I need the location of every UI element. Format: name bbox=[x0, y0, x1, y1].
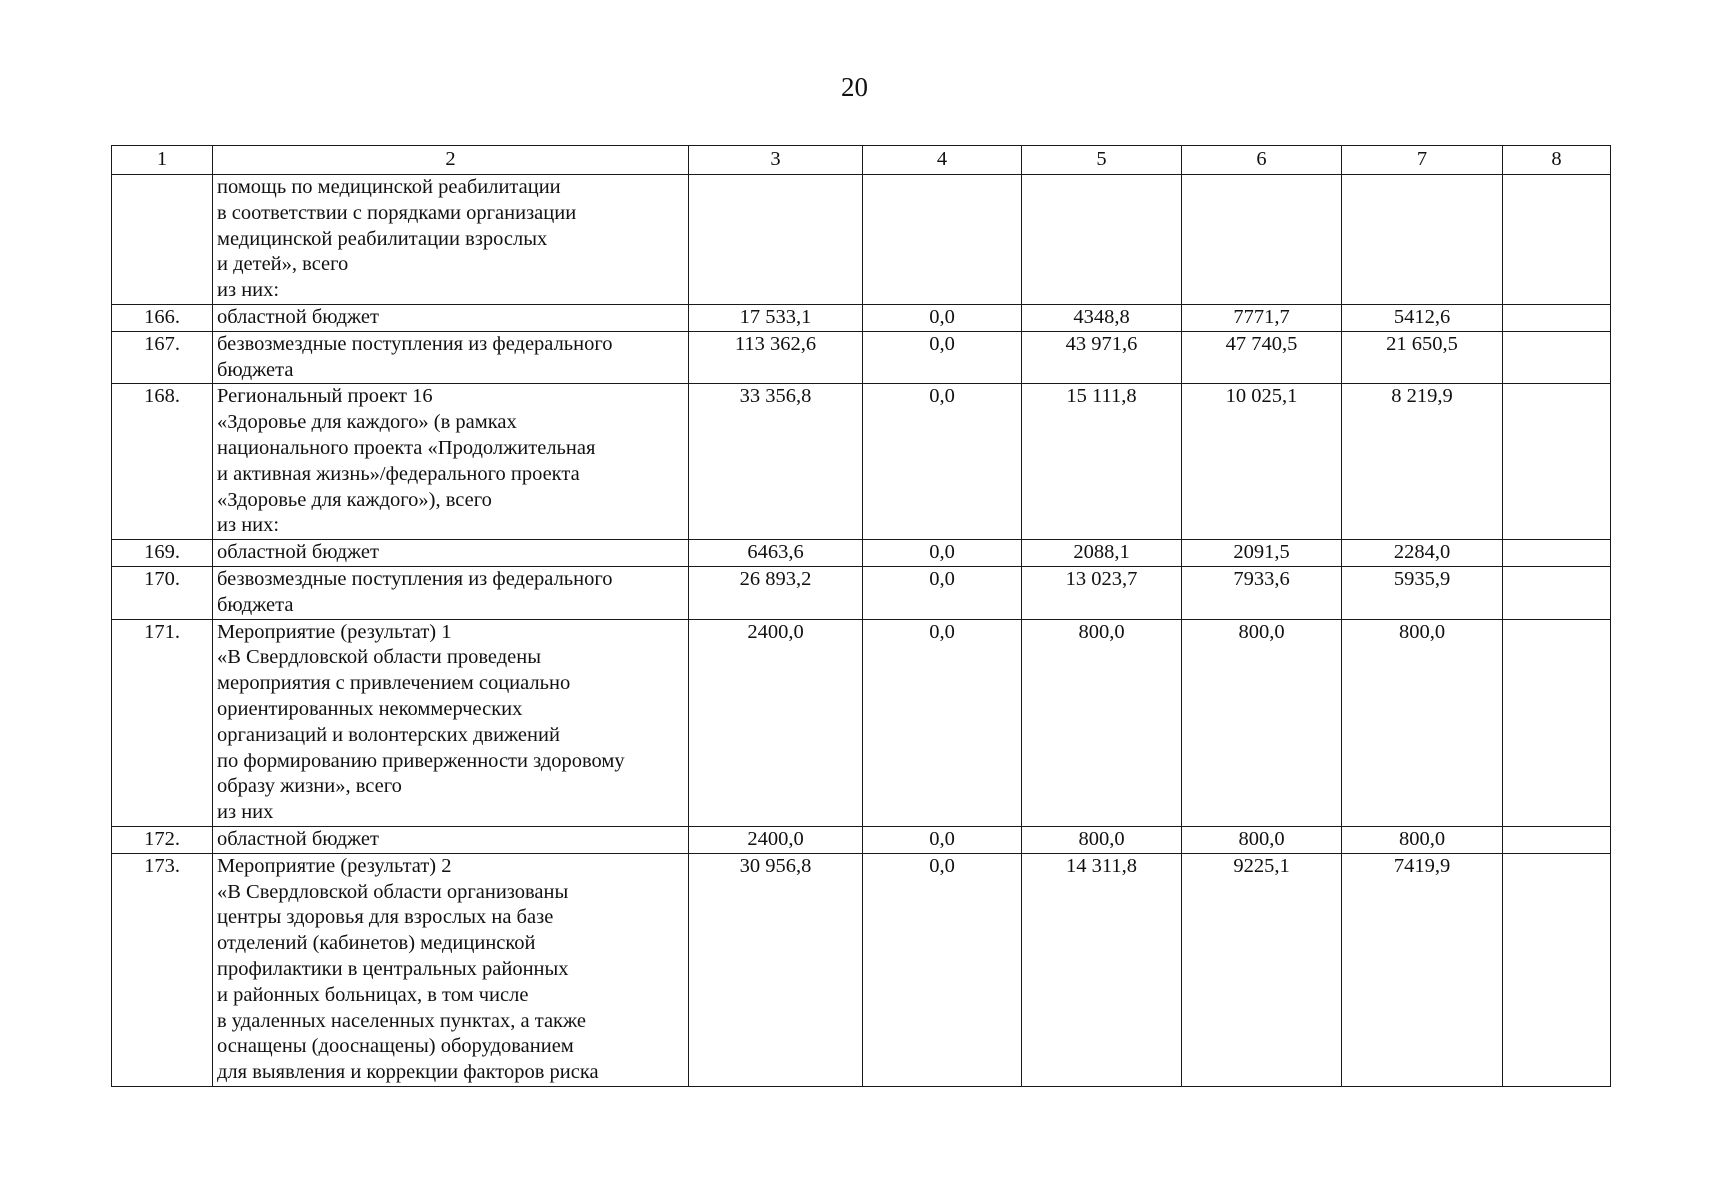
continuation-cell-5 bbox=[1022, 175, 1182, 305]
cell-col-4: 0,0 bbox=[863, 304, 1022, 331]
cell-col-7: 800,0 bbox=[1342, 826, 1503, 853]
row-name: безвозмездные поступления из федерального бюджета bbox=[213, 566, 689, 619]
cell-total: 6463,6 bbox=[689, 540, 863, 567]
cell-col-6: 800,0 bbox=[1182, 826, 1342, 853]
header-col-4: 4 bbox=[863, 146, 1022, 175]
continuation-cell-3 bbox=[689, 175, 863, 305]
cell-col-8 bbox=[1503, 826, 1611, 853]
cell-col-7: 800,0 bbox=[1342, 619, 1503, 826]
continuation-cell-7 bbox=[1342, 175, 1503, 305]
cell-col-4: 0,0 bbox=[863, 566, 1022, 619]
header-col-6: 6 bbox=[1182, 146, 1342, 175]
table-row bbox=[112, 540, 1611, 567]
table-row bbox=[112, 566, 1611, 619]
cell-col-5: 4348,8 bbox=[1022, 304, 1182, 331]
cell-total: 2400,0 bbox=[689, 619, 863, 826]
cell-col-6: 7933,6 bbox=[1182, 566, 1342, 619]
cell-col-7: 2284,0 bbox=[1342, 540, 1503, 567]
table-row bbox=[112, 304, 1611, 331]
cell-col-6: 800,0 bbox=[1182, 619, 1342, 826]
table-row bbox=[112, 331, 1611, 384]
cell-col-4: 0,0 bbox=[863, 384, 1022, 540]
row-number: 167. bbox=[112, 331, 213, 384]
cell-col-8 bbox=[1503, 853, 1611, 1086]
cell-col-5: 2088,1 bbox=[1022, 540, 1182, 567]
cell-col-7: 8 219,9 bbox=[1342, 384, 1503, 540]
cell-col-6: 2091,5 bbox=[1182, 540, 1342, 567]
cell-col-8 bbox=[1503, 304, 1611, 331]
cell-col-5: 14 311,8 bbox=[1022, 853, 1182, 1086]
row-name: Мероприятие (результат) 2 «В Свердловской области организованы центры здоровья для взрослых на базе отделений (кабинетов) медицинской профилактики в центральных районных и районных больницах, в том числе в удаленных населенных пунктах, а также оснащены (дооснащены) оборудованием для выявления и коррекции факторов риска bbox=[213, 853, 689, 1086]
cell-col-5: 800,0 bbox=[1022, 826, 1182, 853]
continuation-cell-6 bbox=[1182, 175, 1342, 305]
row-name: областной бюджет bbox=[213, 304, 689, 331]
cell-col-5: 800,0 bbox=[1022, 619, 1182, 826]
cell-col-8 bbox=[1503, 384, 1611, 540]
row-name: областной бюджет bbox=[213, 540, 689, 567]
cell-col-4: 0,0 bbox=[863, 331, 1022, 384]
table-row bbox=[112, 826, 1611, 853]
cell-col-8 bbox=[1503, 540, 1611, 567]
row-number: 172. bbox=[112, 826, 213, 853]
row-name: безвозмездные поступления из федерального бюджета bbox=[213, 331, 689, 384]
cell-col-7: 5935,9 bbox=[1342, 566, 1503, 619]
continuation-number-cell bbox=[112, 175, 213, 305]
cell-col-7: 7419,9 bbox=[1342, 853, 1503, 1086]
cell-col-5: 43 971,6 bbox=[1022, 331, 1182, 384]
row-name: Региональный проект 16 «Здоровье для каждого» (в рамках национального проекта «Продолжительная и активная жизнь»/федерального проекта «Здоровье для каждого»), всего из них: bbox=[213, 384, 689, 540]
cell-col-8 bbox=[1503, 331, 1611, 384]
cell-col-4: 0,0 bbox=[863, 826, 1022, 853]
continuation-row bbox=[112, 175, 1611, 305]
table-row bbox=[112, 384, 1611, 540]
continuation-cell-4 bbox=[863, 175, 1022, 305]
continuation-name-cell: помощь по медицинской реабилитации в соответствии с порядками организации медицинской реабилитации взрослых и детей», всего из них: bbox=[213, 175, 689, 305]
cell-col-7: 21 650,5 bbox=[1342, 331, 1503, 384]
cell-total: 26 893,2 bbox=[689, 566, 863, 619]
row-number: 173. bbox=[112, 853, 213, 1086]
cell-total: 33 356,8 bbox=[689, 384, 863, 540]
header-col-3: 3 bbox=[689, 146, 863, 175]
cell-col-4: 0,0 bbox=[863, 853, 1022, 1086]
cell-total: 30 956,8 bbox=[689, 853, 863, 1086]
header-col-1: 1 bbox=[112, 146, 213, 175]
cell-col-6: 7771,7 bbox=[1182, 304, 1342, 331]
row-name: Мероприятие (результат) 1 «В Свердловской области проведены мероприятия с привлечением социально ориентированных некоммерческих организаций и волонтерских движений по формированию приверженности здоровому образу жизни», всего из них bbox=[213, 619, 689, 826]
header-col-7: 7 bbox=[1342, 146, 1503, 175]
row-number: 168. bbox=[112, 384, 213, 540]
continuation-cell-8 bbox=[1503, 175, 1611, 305]
row-name: областной бюджет bbox=[213, 826, 689, 853]
cell-col-6: 10 025,1 bbox=[1182, 384, 1342, 540]
cell-total: 17 533,1 bbox=[689, 304, 863, 331]
header-col-5: 5 bbox=[1022, 146, 1182, 175]
row-number: 171. bbox=[112, 619, 213, 826]
budget-table bbox=[111, 145, 1611, 1087]
table-row bbox=[112, 853, 1611, 1086]
table-row bbox=[112, 619, 1611, 826]
cell-col-6: 9225,1 bbox=[1182, 853, 1342, 1086]
page-number: 20 bbox=[841, 72, 868, 102]
cell-total: 113 362,6 bbox=[689, 331, 863, 384]
row-number: 170. bbox=[112, 566, 213, 619]
cell-col-4: 0,0 bbox=[863, 540, 1022, 567]
cell-col-6: 47 740,5 bbox=[1182, 331, 1342, 384]
cell-col-8 bbox=[1503, 566, 1611, 619]
cell-col-8 bbox=[1503, 619, 1611, 826]
cell-col-5: 13 023,7 bbox=[1022, 566, 1182, 619]
header-col-2: 2 bbox=[213, 146, 689, 175]
header-col-8: 8 bbox=[1503, 146, 1611, 175]
cell-col-7: 5412,6 bbox=[1342, 304, 1503, 331]
header-row bbox=[112, 146, 1611, 175]
row-number: 166. bbox=[112, 304, 213, 331]
cell-col-4: 0,0 bbox=[863, 619, 1022, 826]
row-number: 169. bbox=[112, 540, 213, 567]
cell-total: 2400,0 bbox=[689, 826, 863, 853]
cell-col-5: 15 111,8 bbox=[1022, 384, 1182, 540]
